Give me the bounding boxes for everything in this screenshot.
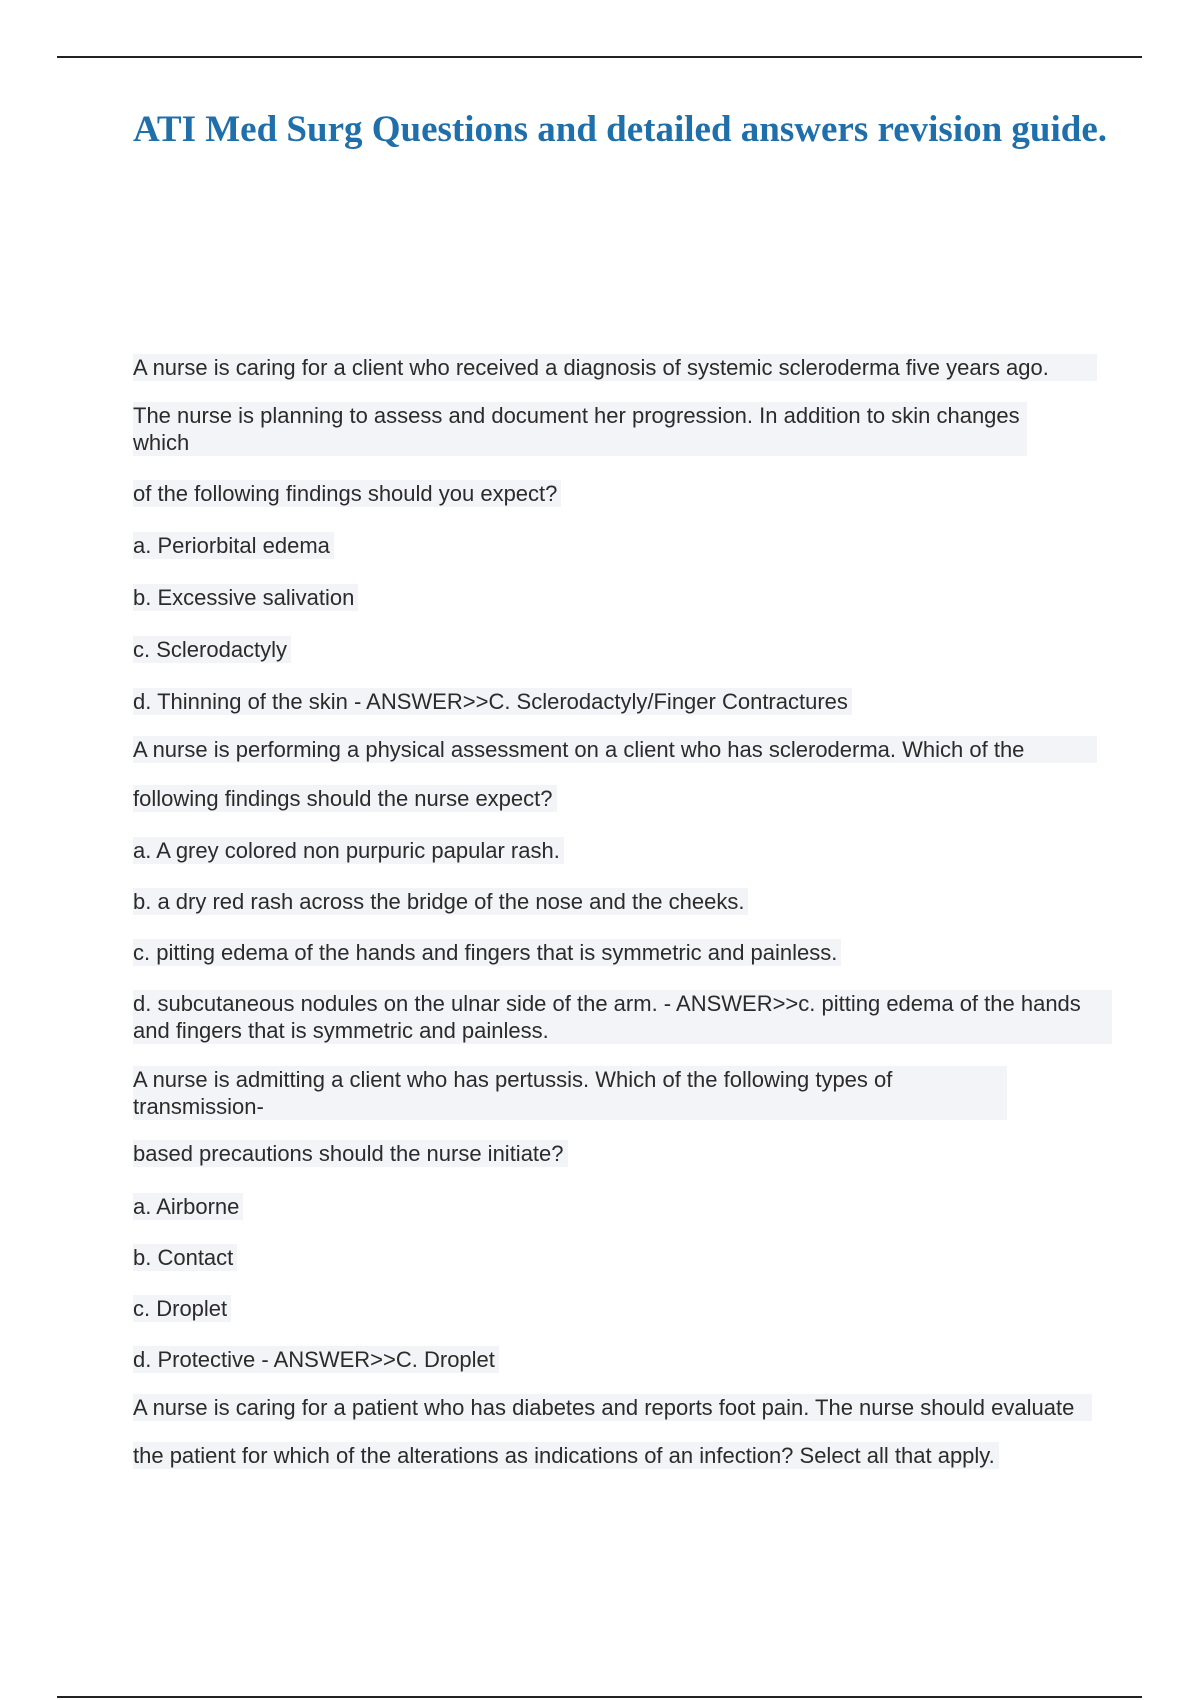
text-line: c. Droplet [133, 1295, 231, 1322]
text-line: A nurse is admitting a client who has pertussis. Which of the following types of transmission- [133, 1066, 1007, 1120]
text-line: A nurse is performing a physical assessment on a client who has scleroderma. Which of the [133, 736, 1097, 763]
top-rule [57, 56, 1142, 58]
text-line: b. a dry red rash across the bridge of the nose and the cheeks. [133, 888, 748, 915]
text-line: based precautions should the nurse initiate? [133, 1140, 568, 1167]
text-line: a. A grey colored non purpuric papular rash. [133, 837, 564, 864]
bottom-rule [57, 1696, 1142, 1698]
text-line: d. Protective - ANSWER>>C. Droplet [133, 1346, 499, 1373]
text-line: of the following findings should you expect? [133, 480, 561, 507]
text-line: a. Airborne [133, 1193, 243, 1220]
text-line: The nurse is planning to assess and document her progression. In addition to skin changes which [133, 402, 1027, 456]
text-line: following findings should the nurse expect? [133, 785, 557, 812]
text-line: a. Periorbital edema [133, 532, 334, 559]
text-line: b. Excessive salivation [133, 584, 358, 611]
text-line: d. Thinning of the skin - ANSWER>>C. Sclerodactyly/Finger Contractures [133, 688, 852, 715]
document-title: ATI Med Surg Questions and detailed answers revision guide. [132, 109, 1108, 150]
text-line: b. Contact [133, 1244, 237, 1271]
text-line: the patient for which of the alterations as indications of an infection? Select all that apply. [133, 1442, 999, 1469]
text-line: A nurse is caring for a patient who has diabetes and reports foot pain. The nurse should evaluate [133, 1394, 1092, 1421]
text-line: c. pitting edema of the hands and fingers that is symmetric and painless. [133, 939, 841, 966]
document-body [133, 354, 1113, 1469]
text-line: A nurse is caring for a client who received a diagnosis of systemic scleroderma five years ago. [133, 354, 1097, 381]
text-line: d. subcutaneous nodules on the ulnar side of the arm. - ANSWER>>c. pitting edema of the hands and fingers that is symmetric and painless. [133, 990, 1112, 1044]
text-line: c. Sclerodactyly [133, 636, 291, 663]
